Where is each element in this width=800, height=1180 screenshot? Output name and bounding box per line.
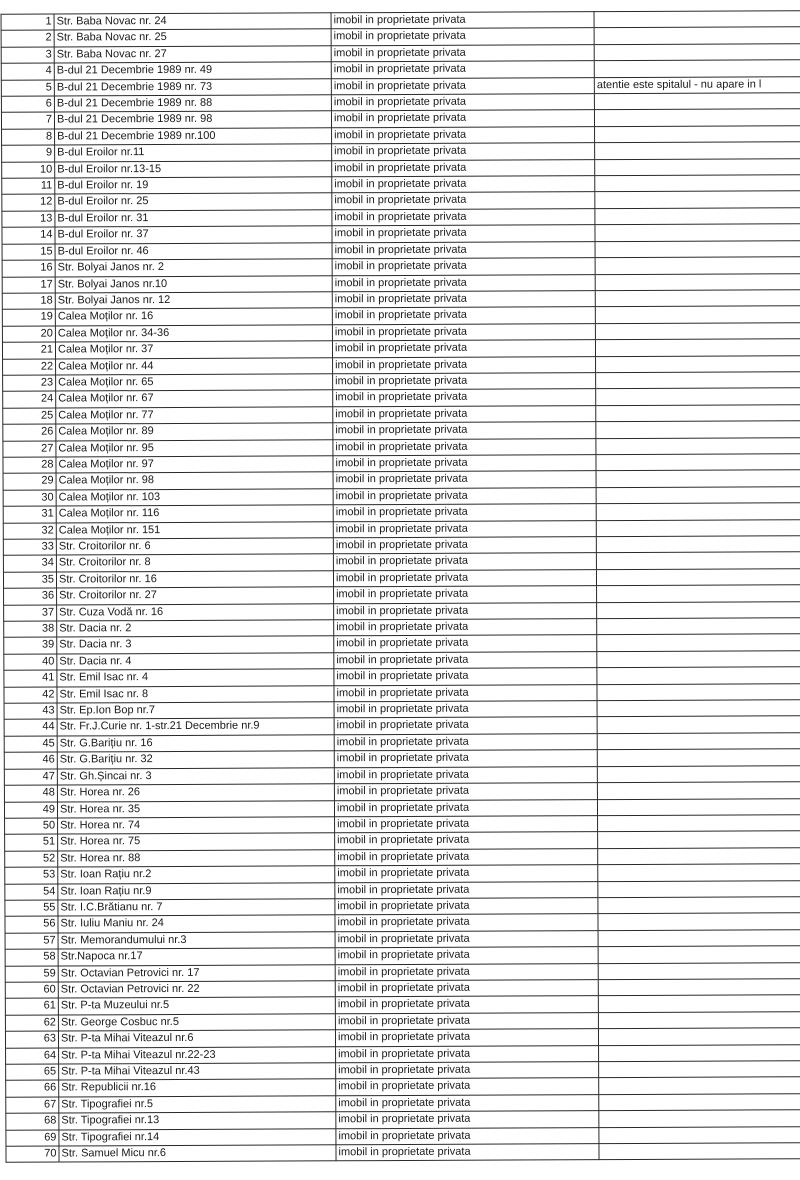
address-cell: Calea Moților nr. 95 [56,439,333,457]
address-cell: Str. Tipografiei nr.13 [59,1112,336,1130]
note-cell [595,142,800,159]
row-number-cell: 18 [2,293,55,310]
property-type-cell: imobil in proprietate privata [333,471,596,489]
row-number-cell: 8 [2,129,55,146]
row-number-cell: 24 [3,391,56,408]
note-cell [599,1077,800,1094]
address-cell: B-dul Eroilor nr.11 [55,144,332,162]
property-type-cell: imobil in proprietate privata [332,126,595,144]
property-type-cell: imobil in proprietate privata [333,520,596,538]
address-cell: B-dul 21 Decembrie 1989 nr. 49 [54,62,331,80]
note-cell [598,962,800,979]
address-cell: Calea Moților nr. 77 [56,407,333,425]
property-type-cell: imobil in proprietate privata [333,504,596,522]
row-number-cell: 49 [4,801,57,818]
address-cell: Str. Baba Novac nr. 25 [54,29,331,47]
note-cell [599,1061,800,1078]
row-number-cell: 30 [3,490,56,507]
property-type-cell: imobil in proprietate privata [336,1111,599,1129]
note-cell [596,404,800,421]
property-type-cell: imobil in proprietate privata [333,373,596,391]
note-cell [599,1110,800,1127]
property-type-cell: imobil in proprietate privata [335,996,598,1014]
row-number-cell: 42 [4,687,57,704]
note-cell [596,421,800,438]
address-cell: Str. Octavian Petrovici nr. 22 [58,981,335,999]
note-cell [597,765,800,782]
note-cell [598,897,800,914]
note-cell [595,289,800,306]
row-number-cell: 12 [2,194,55,211]
note-cell [599,1093,800,1110]
property-type-cell: imobil in proprietate privata [336,1094,599,1112]
row-number-cell: 61 [5,998,58,1015]
property-type-cell: imobil in proprietate privata [333,487,596,505]
note-cell [598,814,800,831]
property-type-cell: imobil in proprietate privata [332,209,595,227]
property-type-cell: imobil in proprietate privata [334,783,597,801]
row-number-cell: 58 [5,949,58,966]
address-cell: Str. Emil Isac nr. 4 [57,669,334,687]
note-cell [595,257,800,274]
note-cell [597,700,800,717]
address-cell: Str. Dacia nr. 4 [57,653,334,671]
address-cell: Str. Emil Isac nr. 8 [57,685,334,703]
address-cell: Str. Samuel Micu nr.6 [59,1145,336,1163]
address-cell: Str. P-ta Mihai Viteazul nr.6 [58,1030,335,1048]
address-cell: Str. P-ta Muzeului nr.5 [58,997,335,1015]
property-type-cell: imobil in proprietate privata [331,61,594,79]
note-cell [598,1028,800,1045]
property-type-cell: imobil in proprietate privata [335,848,598,866]
property-type-cell: imobil in proprietate privata [332,241,595,259]
row-number-cell: 65 [6,1064,59,1081]
note-cell [595,191,800,208]
property-type-cell: imobil in proprietate privata [333,553,596,571]
row-number-cell: 29 [3,473,56,490]
row-number-cell: 32 [3,523,56,540]
note-cell [598,913,800,930]
row-number-cell: 62 [5,1015,58,1032]
address-cell: Calea Moților nr. 16 [55,308,332,326]
property-type-cell: imobil in proprietate privata [332,176,595,194]
row-number-cell: 17 [2,277,55,294]
address-cell: Calea Moților nr. 44 [56,357,333,375]
address-cell: Calea Moților nr. 67 [56,390,333,408]
property-type-cell: imobil in proprietate privata [334,766,597,784]
note-cell [597,585,800,602]
property-type-cell: imobil in proprietate privata [335,947,598,965]
property-type-cell: imobil in proprietate privata [336,1078,599,1096]
property-type-cell: imobil in proprietate privata [331,28,594,46]
note-cell [594,43,800,60]
row-number-cell: 43 [4,703,57,720]
property-type-cell: imobil in proprietate privata [334,684,597,702]
address-cell: Str. George Cosbuc nr.5 [58,1014,335,1032]
note-cell [595,339,800,356]
property-type-cell: imobil in proprietate privata [334,734,597,752]
address-cell: Str. Ep.Ion Bop nr.7 [57,702,334,720]
property-type-cell: imobil in proprietate privata [334,602,597,620]
row-number-cell: 25 [3,408,56,425]
property-type-cell: imobil in proprietate privata [334,651,597,669]
row-number-cell: 5 [1,80,54,97]
row-number-cell: 55 [5,900,58,917]
row-number-cell: 60 [5,982,58,999]
property-type-cell: imobil in proprietate privata [332,225,595,243]
row-number-cell: 57 [5,933,58,950]
address-cell: Str. Croitorilor nr. 27 [57,587,334,605]
note-cell [595,125,800,142]
row-number-cell: 14 [2,227,55,244]
note-cell [596,454,800,471]
address-cell: Calea Moților nr. 89 [56,423,333,441]
address-cell: Str. Ioan Rațiu nr.9 [58,882,335,900]
row-number-cell: 52 [5,851,58,868]
note-cell [596,519,800,536]
property-type-cell: imobil in proprietate privata [333,422,596,440]
address-cell: B-dul 21 Decembrie 1989 nr. 98 [54,111,331,129]
property-type-cell: imobil in proprietate privata [335,898,598,916]
row-number-cell: 26 [3,424,56,441]
row-number-cell: 10 [2,162,55,179]
note-cell [595,240,800,257]
row-number-cell: 46 [4,752,57,769]
property-type-cell: imobil in proprietate privata [335,881,598,899]
note-cell [595,207,800,224]
property-type-cell: imobil in proprietate privata [333,438,596,456]
row-number-cell: 56 [5,916,58,933]
address-cell: B-dul 21 Decembrie 1989 nr.100 [55,128,332,146]
address-cell: Str. P-ta Mihai Viteazul nr.43 [59,1063,336,1081]
note-cell [598,880,800,897]
property-type-cell: imobil in proprietate privata [331,44,594,62]
property-type-cell: imobil in proprietate privata [332,307,595,325]
address-cell: B-dul 21 Decembrie 1989 nr. 73 [54,78,331,96]
note-cell [598,831,800,848]
note-cell [598,946,800,963]
property-type-cell: imobil in proprietate privata [332,291,595,309]
address-cell: Calea Moților nr. 103 [56,489,333,507]
address-cell: Calea Moților nr. 34-36 [55,325,332,343]
note-cell [594,27,800,44]
note-cell [595,322,800,339]
note-cell [597,650,800,667]
row-number-cell: 31 [3,506,56,523]
address-cell: Str. Fr.J.Curie nr. 1-str.21 Decembrie nr.9 [57,718,334,736]
property-type-cell: imobil in proprietate privata [333,405,596,423]
property-type-cell: imobil in proprietate privata [335,816,598,834]
note-cell [596,372,800,389]
address-cell: Str. I.C.Brătianu nr. 7 [58,899,335,917]
address-cell: Str.Napoca nr.17 [58,948,335,966]
note-cell [594,93,800,110]
address-cell: Str. Horea nr. 35 [57,800,334,818]
address-cell: B-dul Eroilor nr. 19 [55,177,332,195]
property-type-cell: imobil in proprietate privata [332,258,595,276]
row-number-cell: 68 [6,1113,59,1130]
address-cell: Str. Croitorilor nr. 16 [56,571,333,589]
address-cell: B-dul Eroilor nr. 46 [55,242,332,260]
property-type-cell: imobil in proprietate privata [335,914,598,932]
address-cell: Calea Moților nr. 97 [56,456,333,474]
address-cell: B-dul Eroilor nr. 25 [55,193,332,211]
address-cell: Str. Republicii nr.16 [59,1079,336,1097]
address-cell: Str. Cuza Vodă nr. 16 [57,603,334,621]
address-cell: Str. Horea nr. 88 [58,850,335,868]
row-number-cell: 34 [3,555,56,572]
note-cell [597,732,800,749]
row-number-cell: 9 [2,145,55,162]
note-cell: atentie este spitalul - nu apare in l [594,76,800,93]
property-type-cell: imobil in proprietate privata [332,274,595,292]
row-number-cell: 64 [6,1048,59,1065]
row-number-cell: 38 [4,621,57,638]
note-cell [596,486,800,503]
note-cell [596,388,800,405]
note-cell [597,683,800,700]
property-type-cell: imobil in proprietate privata [332,323,595,341]
address-cell: B-dul Eroilor nr.13-15 [55,160,332,178]
note-cell [597,667,800,684]
row-number-cell: 3 [1,47,54,64]
property-type-cell: imobil in proprietate privata [332,143,595,161]
property-type-cell: imobil in proprietate privata [335,930,598,948]
note-cell [594,109,800,126]
address-cell: Str. Tipografiei nr.5 [59,1096,336,1114]
note-cell [597,798,800,815]
note-cell [595,224,800,241]
row-number-cell: 4 [1,63,54,80]
address-cell: Str. Tipografiei nr.14 [59,1128,336,1146]
property-type-cell: imobil in proprietate privata [334,586,597,604]
note-cell [598,979,800,996]
property-type-cell: imobil in proprietate privata [335,980,598,998]
address-cell: Str. Croitorilor nr. 6 [56,538,333,556]
address-cell: B-dul Eroilor nr. 31 [55,210,332,228]
note-cell [598,847,800,864]
row-number-cell: 48 [4,785,57,802]
row-number-cell: 63 [5,1031,58,1048]
note-cell [598,929,800,946]
note-cell [597,601,800,618]
address-cell: Str. Octavian Petrovici nr. 17 [58,964,335,982]
address-cell: Calea Moților nr. 116 [56,505,333,523]
address-cell: Str. Baba Novac nr. 27 [54,46,331,64]
row-number-cell: 20 [2,326,55,343]
row-number-cell: 22 [3,359,56,376]
property-table-body [1,11,800,1163]
note-cell [597,618,800,635]
property-type-cell: imobil in proprietate privata [331,94,594,112]
row-number-cell: 23 [3,375,56,392]
property-type-cell: imobil in proprietate privata [335,832,598,850]
note-cell [598,1011,800,1028]
note-cell [597,782,800,799]
row-number-cell: 2 [1,30,54,47]
address-cell: Calea Moților nr. 98 [56,472,333,490]
address-cell: Str. G.Barițiu nr. 16 [57,735,334,753]
property-type-cell: imobil in proprietate privata [335,1012,598,1030]
row-number-cell: 59 [5,966,58,983]
row-number-cell: 19 [2,309,55,326]
note-cell [594,60,800,77]
property-type-cell: imobil in proprietate privata [334,750,597,768]
note-cell [598,864,800,881]
property-type-cell: imobil in proprietate privata [336,1062,599,1080]
property-type-cell: imobil in proprietate privata [331,110,594,128]
row-number-cell: 50 [5,818,58,835]
note-cell [596,568,800,585]
property-type-cell: imobil in proprietate privata [333,356,596,374]
address-cell: Str. Memorandumului nr.3 [58,932,335,950]
property-type-cell: imobil in proprietate privata [334,701,597,719]
address-cell: Str. Croitorilor nr. 8 [56,554,333,572]
row-number-cell: 45 [4,736,57,753]
property-type-cell: imobil in proprietate privata [333,455,596,473]
note-cell [595,273,800,290]
property-table [1,10,800,1163]
row-number-cell: 44 [4,719,57,736]
property-type-cell: imobil in proprietate privata [336,1045,599,1063]
property-type-cell: imobil in proprietate privata [334,717,597,735]
address-cell: B-dul Eroilor nr. 37 [55,226,332,244]
address-cell: Str. G.Barițiu nr. 32 [57,751,334,769]
address-cell: Str. Iuliu Maniu nr. 24 [58,915,335,933]
note-cell [597,634,800,651]
address-cell: Calea Moților nr. 151 [56,521,333,539]
note-cell [599,1044,800,1061]
row-number-cell: 1 [1,14,54,31]
property-type-cell: imobil in proprietate privata [331,77,594,95]
address-cell: Str. Dacia nr. 3 [57,636,334,654]
property-type-cell: imobil in proprietate privata [333,569,596,587]
note-cell [596,536,800,553]
address-cell: Str. Horea nr. 74 [58,817,335,835]
row-number-cell: 37 [4,605,57,622]
row-number-cell: 36 [4,588,57,605]
note-cell [596,355,800,372]
row-number-cell: 7 [1,112,54,129]
row-number-cell: 69 [6,1130,59,1147]
address-cell: Calea Moților nr. 65 [56,374,333,392]
property-type-cell: imobil in proprietate privata [334,799,597,817]
row-number-cell: 70 [6,1146,59,1163]
table-row [6,1143,800,1163]
address-cell: Str. Horea nr. 75 [58,833,335,851]
row-number-cell: 35 [3,572,56,589]
property-type-cell: imobil in proprietate privata [332,192,595,210]
address-cell: Calea Moților nr. 37 [55,341,332,359]
property-type-cell: imobil in proprietate privata [334,619,597,637]
note-cell [596,470,800,487]
property-type-cell: imobil in proprietate privata [331,12,594,30]
address-cell: Str. Ioan Rațiu nr.2 [58,866,335,884]
row-number-cell: 16 [2,260,55,277]
note-cell [597,716,800,733]
property-type-cell: imobil in proprietate privata [332,340,595,358]
note-cell [596,552,800,569]
address-cell: Str. Bolyai Janos nr.10 [55,275,332,293]
row-number-cell: 27 [3,441,56,458]
property-type-cell: imobil in proprietate privata [333,389,596,407]
note-cell [596,437,800,454]
property-type-cell: imobil in proprietate privata [336,1127,599,1145]
row-number-cell: 66 [6,1080,59,1097]
note-cell [598,995,800,1012]
row-number-cell: 33 [3,539,56,556]
address-cell: Str. Bolyai Janos nr. 2 [55,259,332,277]
note-cell [595,175,800,192]
row-number-cell: 21 [2,342,55,359]
row-number-cell: 41 [4,670,57,687]
address-cell: Str. Horea nr. 26 [57,784,334,802]
row-number-cell: 40 [4,654,57,671]
row-number-cell: 47 [4,769,57,786]
property-type-cell: imobil in proprietate privata [334,668,597,686]
property-type-cell: imobil in proprietate privata [335,963,598,981]
address-cell: Str. P-ta Mihai Viteazul nr.22-23 [59,1046,336,1064]
address-cell: Str. Dacia nr. 2 [57,620,334,638]
property-type-cell: imobil in proprietate privata [332,159,595,177]
row-number-cell: 28 [3,457,56,474]
row-number-cell: 51 [5,834,58,851]
property-type-cell: imobil in proprietate privata [335,865,598,883]
row-number-cell: 67 [6,1097,59,1114]
address-cell: B-dul 21 Decembrie 1989 nr. 88 [54,95,331,113]
row-number-cell: 11 [2,178,55,195]
note-cell [597,749,800,766]
address-cell: Str. Baba Novac nr. 24 [54,13,331,31]
row-number-cell: 53 [5,867,58,884]
property-type-cell: imobil in proprietate privata [334,635,597,653]
note-cell [594,11,800,28]
row-number-cell: 13 [2,211,55,228]
row-number-cell: 15 [2,244,55,261]
address-cell: Str. Bolyai Janos nr. 12 [55,292,332,310]
note-cell [595,306,800,323]
property-type-cell: imobil in proprietate privata [336,1144,599,1162]
property-type-cell: imobil in proprietate privata [335,1029,598,1047]
note-cell [599,1143,800,1160]
address-cell: Str. Gh.Șincai nr. 3 [57,767,334,785]
row-number-cell: 39 [4,637,57,654]
row-number-cell: 54 [5,884,58,901]
note-cell [599,1126,800,1143]
note-cell [595,158,800,175]
row-number-cell: 6 [1,96,54,113]
note-cell [596,503,800,520]
property-type-cell: imobil in proprietate privata [333,537,596,555]
